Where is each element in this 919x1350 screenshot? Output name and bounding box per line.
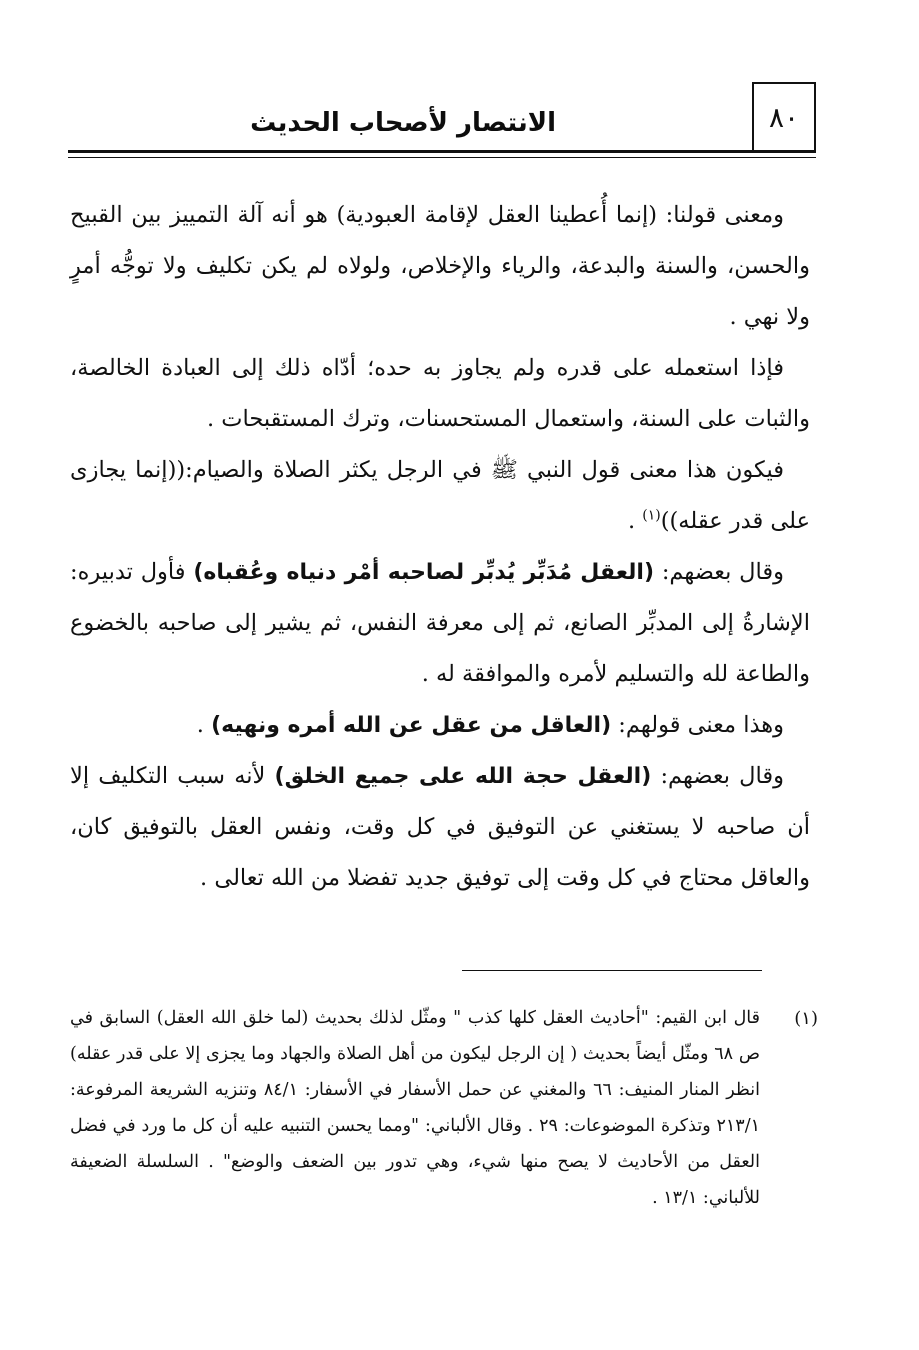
paragraph-5-quote: (العاقل من عقل عن الله أمره ونهيه) (211, 713, 612, 738)
paragraph-4 (70, 547, 810, 700)
footnote-separator (462, 970, 762, 971)
paragraph-1: ومعنى قولنا: (إنما أُعطينا العقل لإقامة العبودية) هو أنه آلة التمييز بين القبيح والحسن، والسنة والبدعة، والرياء والإخلاص، ولولاه لم يكن تكليف ولا توجُّه أمرٍ ولا نهي . (70, 202, 810, 330)
paragraph-5 (70, 700, 810, 751)
paragraph-6-rest: لأنه سبب التكليف إلا أن صاحبه لا يستغني عن التوفيق في كل وقت، ونفس العقل بالتوفيق كان، والعاقل محتاج في كل وقت إلى توفيق جديد تفضلا من الله تعالى . (70, 763, 810, 891)
footnote-marker: (١) (794, 1008, 818, 1029)
footnote (70, 1000, 818, 1216)
paragraph-3-end: . (627, 508, 643, 534)
paragraph-5-intro: وهذا معنى قولهم: (611, 712, 784, 738)
paragraph-4-quote: (العقل مُدَبِّر يُدبِّر لصاحبه أمْر دنياه وعُقباه) (193, 560, 655, 585)
page-number: ٨٠ (752, 82, 816, 150)
paragraph-6-quote: (العقل حجة الله على جميع الخلق) (274, 764, 652, 789)
paragraph-4-intro: وقال بعضهم: (654, 559, 785, 585)
paragraph-3 (70, 445, 810, 547)
main-text (70, 190, 810, 904)
paragraph-3-text: فيكون هذا معنى قول النبي ﷺ في الرجل يكثر الصلاة والصيام:((إنما يجازى على قدر عقله)) (70, 457, 810, 534)
running-title: الانتصار لأصحاب الحديث (250, 108, 556, 138)
paragraph-4-rest: فأول تدبيره: الإشارةُ إلى المدبِّر الصانع، ثم إلى معرفة النفس، ثم يشير إلى صاحبه بالخضوع والطاعة لله والتسليم لأمره والموافقة له . (70, 559, 810, 687)
paragraph-2: فإذا استعمله على قدره ولم يجاوز به حده؛ أدّاه ذلك إلى العبادة الخالصة، والثبات على السنة، واستعمال المستحسنات، وترك المستقبحات . (70, 355, 810, 432)
footnote-text: قال ابن القيم: "أحاديث العقل كلها كذب " ومثّل لذلك بحديث (لما خلق الله العقل) السابق في ص ٦٨ ومثّل أيضاً بحديث ( إن الرجل ليكون من أهل الصلاة والجهاد وما يجزى إلا على قدر عقله) انظر المنار المنيف: ٦٦ والمغني عن حمل الأسفار في الأسفار: ٨٤/١ وتنزيه الشريعة المرفوعة: ٢١٣/١ وتذكرة الموضوعات: ٢٩ . وقال الألباني: "ومما يحسن التنبيه عليه أن كل ما ورد في فضل العقل من الأحاديث لا يصح منها شيء، وهي تدور بين الضعف والوضع" . السلسلة الضعيفة للألباني: ١٣/١ . (70, 1008, 760, 1208)
page-header (68, 82, 816, 160)
paragraph-6 (70, 751, 810, 904)
paragraph-5-end: . (196, 712, 212, 738)
header-rule-thin (68, 157, 816, 158)
footnote-reference: (١) (642, 507, 661, 524)
header-rule-thick (68, 150, 816, 153)
paragraph-6-intro: وقال بعضهم: (651, 763, 784, 789)
